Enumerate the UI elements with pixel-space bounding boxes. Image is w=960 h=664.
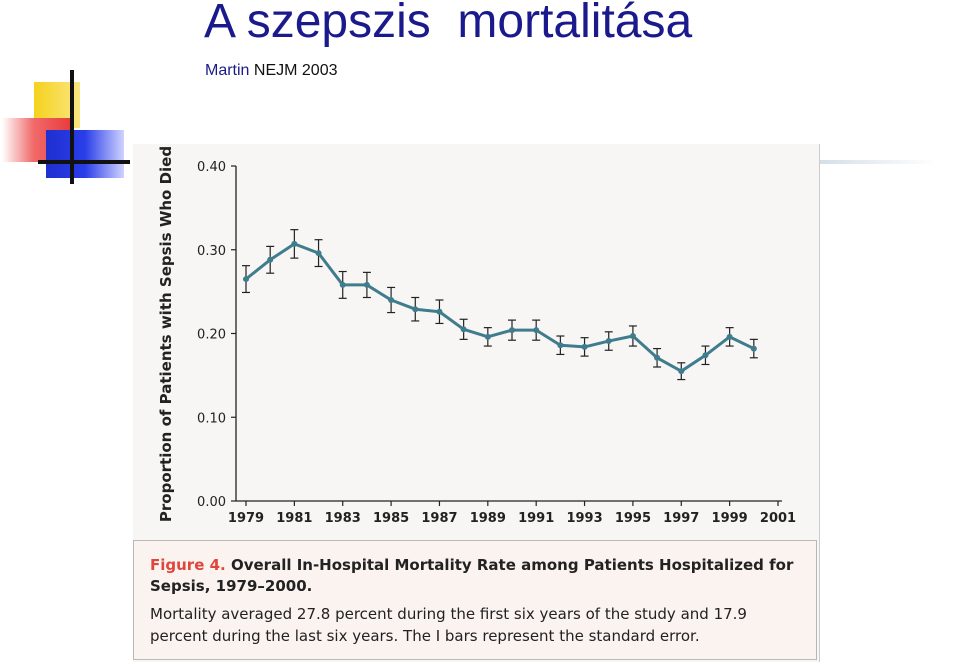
x-tick-label: 1983 xyxy=(324,511,361,526)
x-tick-label: 1997 xyxy=(663,511,700,526)
data-point xyxy=(388,297,394,303)
data-point xyxy=(291,241,297,247)
x-tick-label: 1989 xyxy=(469,511,506,526)
data-point xyxy=(461,326,467,332)
data-point xyxy=(727,334,733,340)
data-point xyxy=(340,282,346,288)
data-point xyxy=(267,257,273,263)
y-tick-label: 0.20 xyxy=(197,327,226,343)
data-point xyxy=(509,327,515,333)
data-point xyxy=(533,327,539,333)
caption-figure-label: Figure 4. xyxy=(150,556,226,574)
data-point xyxy=(606,338,612,344)
caption-title: Overall In-Hospital Mortality Rate among Patients Hospitalized for Sepsis, 1979–2000. xyxy=(150,556,794,595)
x-tick-label: 1993 xyxy=(566,511,603,526)
data-point xyxy=(557,342,563,348)
x-tick-label: 1995 xyxy=(614,511,652,526)
data-point xyxy=(485,334,491,340)
y-axis-label: Proportion of Patients with Sepsis Who Died xyxy=(157,145,175,523)
data-point xyxy=(243,276,249,282)
slide-title: A szepszis mortalitása xyxy=(204,0,693,48)
caption-body: Mortality averaged 27.8 percent during the first six years of the study and 17.9 percent during the last six years. The I bars represent the standard error. xyxy=(150,605,747,645)
data-point xyxy=(654,355,660,361)
series-line xyxy=(246,244,754,371)
figure-caption xyxy=(133,540,817,660)
subtitle-source: NEJM 2003 xyxy=(253,62,338,79)
caption-title-line xyxy=(150,555,800,597)
x-tick-label: 1985 xyxy=(372,511,410,526)
subtitle-author: Martin xyxy=(205,62,250,79)
data-point xyxy=(364,282,370,288)
x-tick-label: 1979 xyxy=(227,511,265,526)
y-tick-label: 0.10 xyxy=(197,411,226,427)
data-point xyxy=(751,346,757,352)
data-point xyxy=(412,306,418,312)
y-tick-label: 0.40 xyxy=(197,160,226,175)
x-tick-label: 1991 xyxy=(518,511,555,526)
y-tick-label: 0.30 xyxy=(197,243,226,259)
data-point xyxy=(582,344,588,350)
x-tick-label: 1981 xyxy=(276,511,313,526)
y-tick-label: 0.00 xyxy=(197,495,226,510)
data-point xyxy=(702,352,708,358)
data-point xyxy=(630,333,636,339)
x-tick-label: 2001 xyxy=(759,511,797,526)
data-point xyxy=(678,368,684,374)
x-tick-label: 1999 xyxy=(711,511,748,526)
data-point xyxy=(436,309,442,315)
x-tick-label: 1987 xyxy=(421,511,458,526)
data-point xyxy=(316,250,322,256)
